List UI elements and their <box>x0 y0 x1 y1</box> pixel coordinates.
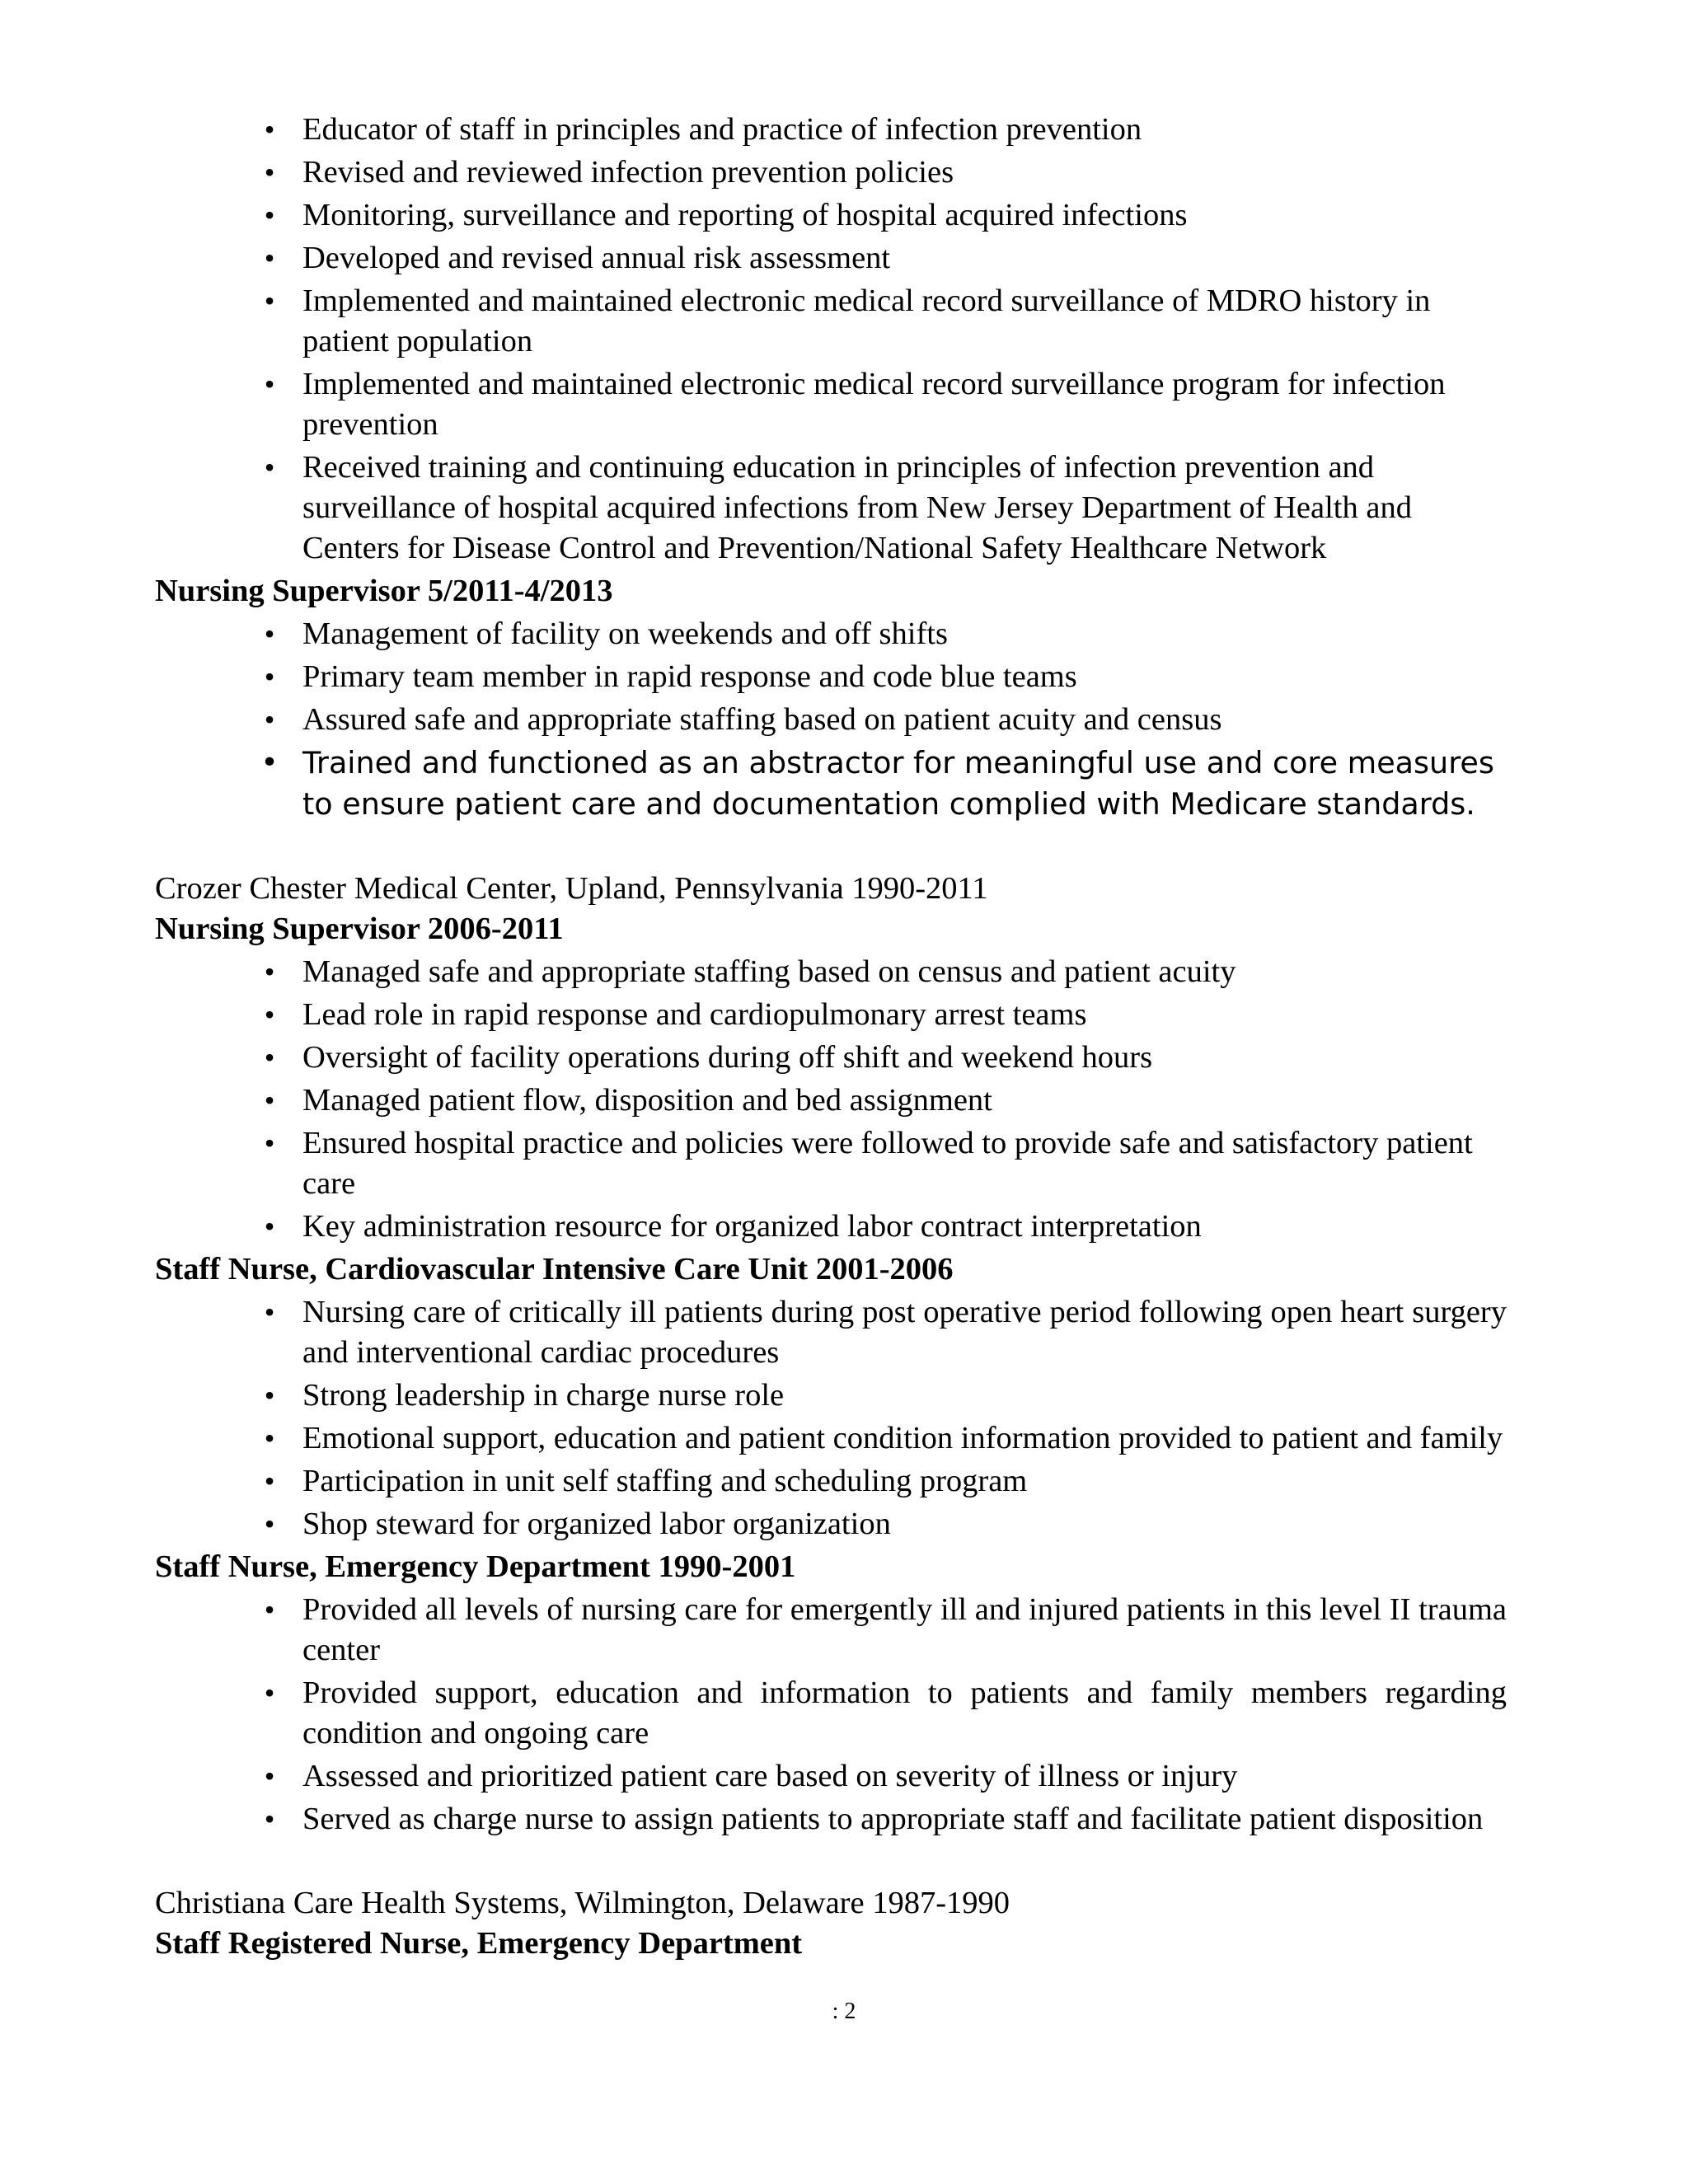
list-item <box>264 110 1507 150</box>
bullet-icon: • <box>264 1465 275 1497</box>
employer-line: Christiana Care Health Systems, Wilmington, Delaware 1987-1990 <box>155 1886 1010 1920</box>
bullet-icon: • <box>264 703 275 736</box>
list-item <box>264 1207 1507 1247</box>
list-item <box>264 1376 1507 1416</box>
bullet-icon: • <box>264 1593 275 1626</box>
job-title: Nursing Supervisor 2006-2011 <box>155 912 564 946</box>
list-item-text: Ensured hospital practice and policies were followed to provide safe and satisfactory patient care <box>302 1126 1473 1201</box>
bullet-icon: • <box>264 1507 275 1540</box>
bullet-icon: • <box>264 1422 275 1455</box>
duties-list <box>155 1292 1507 1544</box>
page-number: : 2 <box>832 1999 856 2024</box>
list-item-text: Revised and reviewed infection prevention policies <box>302 155 954 190</box>
list-item <box>264 657 1507 697</box>
bullet-icon: • <box>264 998 275 1031</box>
section-spacer <box>155 827 1507 869</box>
list-item-text: Provided support, education and information to patients and family members regarding condition and ongoing care <box>302 1675 1507 1750</box>
job-title: Staff Nurse, Cardiovascular Intensive Care Unit 2001-2006 <box>155 1252 954 1286</box>
bullet-icon: • <box>264 617 275 650</box>
bullet-icon: • <box>264 1802 275 1835</box>
bullet-icon: • <box>264 1760 275 1793</box>
bullet-icon: • <box>264 113 275 146</box>
list-item-text: Nursing care of critically ill patients during post operative period following open heart surgery and interventional cardiac procedures <box>302 1295 1507 1370</box>
list-item <box>264 1504 1507 1544</box>
list-item-text: Managed safe and appropriate staffing based on census and patient acuity <box>302 954 1236 989</box>
list-item <box>264 152 1507 193</box>
section-spacer <box>155 1842 1507 1883</box>
job-title: Staff Nurse, Emergency Department 1990-2001 <box>155 1549 796 1584</box>
list-item-text: Managed patient flow, disposition and bed assignment <box>302 1083 992 1118</box>
employer-line: Crozer Chester Medical Center, Upland, Pennsylvania 1990-2011 <box>155 871 988 906</box>
list-item-text: Received training and continuing education in principles of infection prevention and surveillance of hospital acquired infections from New Jersey Department of Health and Centers for Disease Control and Prevention/National Safety Healthcare Network <box>302 450 1412 565</box>
list-item <box>264 1418 1507 1459</box>
list-item <box>264 1799 1507 1840</box>
list-item-text: Oversight of facility operations during off shift and weekend hours <box>302 1040 1153 1075</box>
duties-list <box>155 952 1507 1247</box>
list-item <box>264 1080 1507 1121</box>
bullet-icon: • <box>264 284 275 317</box>
bullet-icon: • <box>264 1041 275 1074</box>
list-item-text: Trained and functioned as an abstractor for meaningful use and core measures to ensure patient care and documentation complied with Medicare standards. <box>302 745 1494 822</box>
list-item <box>264 1038 1507 1078</box>
bullet-icon: • <box>264 368 275 401</box>
resume-page <box>155 107 1507 1964</box>
bullet-icon: • <box>264 1210 275 1243</box>
bullet-icon: • <box>264 1127 275 1160</box>
duties-list <box>155 614 1507 825</box>
bullet-icon: • <box>264 451 275 484</box>
list-item <box>264 238 1507 279</box>
bullet-icon: • <box>264 241 275 274</box>
list-item <box>264 448 1507 569</box>
list-item <box>264 364 1507 445</box>
list-item-text: Assured safe and appropriate staffing based on patient acuity and census <box>302 702 1222 737</box>
list-item-text: Implemented and maintained electronic medical record surveillance program for infection prevention <box>302 367 1446 442</box>
list-item <box>264 1590 1507 1671</box>
bullet-icon: • <box>264 199 275 232</box>
job-title: Staff Registered Nurse, Emergency Department <box>155 1926 803 1961</box>
list-item-text: Developed and revised annual risk assessment <box>302 241 891 275</box>
duties-list <box>155 110 1507 569</box>
list-item-text: Provided all levels of nursing care for emergently ill and injured patients in this level II trauma center <box>302 1592 1507 1667</box>
list-item-text: Assessed and prioritized patient care based on severity of illness or injury <box>302 1759 1238 1793</box>
list-item-text: Key administration resource for organized labor contract interpretation <box>302 1209 1202 1244</box>
list-item <box>264 1292 1507 1373</box>
bullet-icon: • <box>264 156 275 189</box>
list-item-text: Monitoring, surveillance and reporting of hospital acquired infections <box>302 198 1188 232</box>
list-item <box>264 195 1507 236</box>
list-item-text: Management of facility on weekends and off shifts <box>302 616 948 651</box>
list-item-text: Implemented and maintained electronic medical record surveillance of MDRO history in patient population <box>302 284 1431 359</box>
bullet-icon: • <box>264 1676 275 1709</box>
job-title: Nursing Supervisor 5/2011-4/2013 <box>155 574 613 608</box>
list-item-text: Primary team member in rapid response and code blue teams <box>302 659 1077 694</box>
list-item <box>264 1756 1507 1797</box>
list-item-text: Shop steward for organized labor organization <box>302 1507 891 1541</box>
list-item-text: Served as charge nurse to assign patients to appropriate staff and facilitate patient disposition <box>302 1802 1484 1836</box>
list-item <box>264 995 1507 1035</box>
bullet-icon: • <box>264 660 275 693</box>
duties-list <box>155 1590 1507 1840</box>
list-item <box>260 743 1507 825</box>
list-item <box>264 1673 1507 1754</box>
list-item-text: Participation in unit self staffing and scheduling program <box>302 1464 1028 1498</box>
list-item-text: Lead role in rapid response and cardiopulmonary arrest teams <box>302 997 1087 1032</box>
bullet-icon: • <box>260 746 279 780</box>
list-item <box>264 952 1507 992</box>
bullet-icon: • <box>264 1084 275 1117</box>
bullet-icon: • <box>264 1296 275 1329</box>
bullet-icon: • <box>264 1379 275 1412</box>
list-item <box>264 614 1507 654</box>
list-item-text: Emotional support, education and patient condition information provided to patient and family <box>302 1421 1503 1455</box>
list-item <box>264 281 1507 362</box>
list-item <box>264 1461 1507 1502</box>
list-item-text: Educator of staff in principles and practice of infection prevention <box>302 112 1142 147</box>
list-item-text: Strong leadership in charge nurse role <box>302 1378 785 1413</box>
list-item <box>264 700 1507 740</box>
list-item <box>264 1123 1507 1204</box>
bullet-icon: • <box>264 955 275 988</box>
